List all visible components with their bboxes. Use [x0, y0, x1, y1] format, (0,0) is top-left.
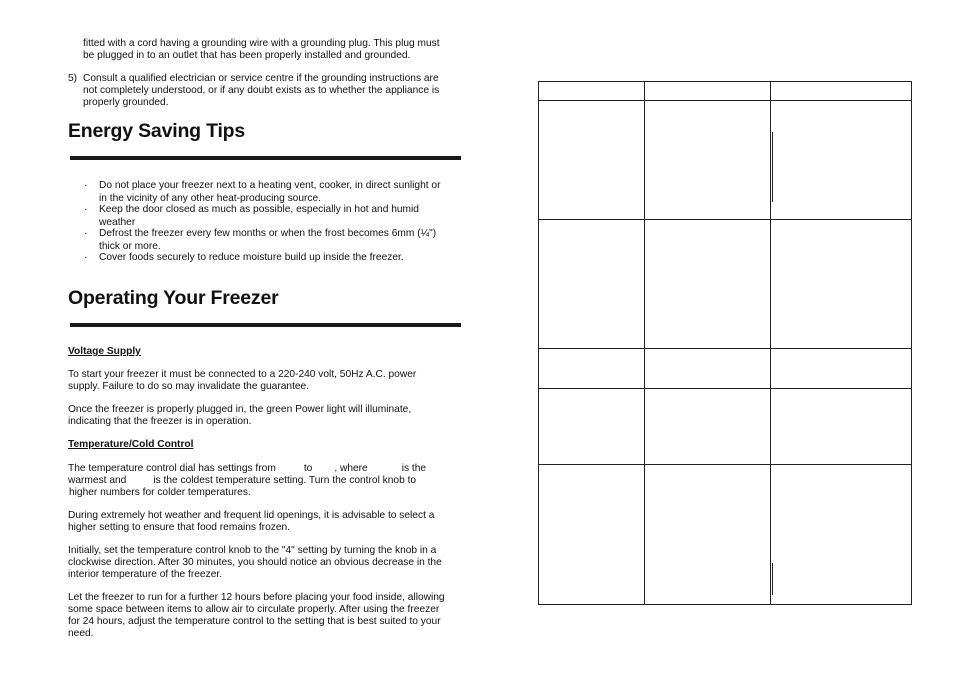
temp-p1-line2-part-b: is the coldest temperature setting. Turn the control knob to — [153, 475, 417, 486]
table-cell — [539, 82, 645, 101]
table-cell — [539, 220, 645, 349]
temp-p1-part-b: to — [303, 463, 313, 474]
table-cell — [645, 349, 771, 389]
table-row — [539, 389, 912, 465]
voltage-p2-line-1: Once the freezer is properly plugged in, the green Power light will illuminate, — [68, 404, 412, 415]
temp-p1-part-a: The temperature control dial has settings from — [68, 463, 276, 474]
table-cell — [539, 389, 645, 465]
table-cell — [645, 101, 771, 220]
temperature-subheading: Temperature/Cold Control — [68, 439, 194, 450]
table-mark — [772, 563, 773, 595]
table-row — [539, 101, 912, 220]
section-rule — [70, 323, 461, 327]
table-cell — [645, 82, 771, 101]
table-cell — [539, 465, 645, 605]
tip-line-1: Defrost the freezer every few months or when the frost becomes 6mm (¼") — [99, 228, 437, 239]
temp-p1-line2-part-a: warmest and — [68, 475, 127, 486]
table-cell — [771, 101, 912, 220]
table-cell — [539, 349, 645, 389]
energy-heading: Energy Saving Tips — [68, 120, 246, 142]
table-cell — [645, 465, 771, 605]
table-cell — [771, 389, 912, 465]
table-cell — [645, 389, 771, 465]
table-cell — [771, 349, 912, 389]
temp-p1-line-2 — [68, 475, 416, 488]
voltage-p1-line-1: To start your freezer it must be connected to a 220-240 volt, 50Hz A.C. power — [68, 369, 417, 380]
intro-line-1: fitted with a cord having a grounding wire with a grounding plug. This plug must — [83, 38, 440, 49]
temp-p1-line-3: higher numbers for colder temperatures. — [69, 487, 251, 498]
temp-p2-line-1: During extremely hot weather and frequent lid openings, it is advisable to select a — [68, 510, 435, 521]
intro-line-2: be plugged in to an outlet that has been properly installed and grounded. — [83, 50, 411, 61]
tip-line-2: in the vicinity of any other heat-producing source. — [99, 192, 321, 204]
bullet-icon: · — [84, 252, 88, 263]
temp-p3-line-1: Initially, set the temperature control knob to the "4" setting by turning the knob in a — [68, 545, 437, 556]
tip-line-2: thick or more. — [99, 240, 161, 252]
table-cell — [771, 465, 912, 605]
item5-line-3: properly grounded. — [83, 97, 169, 108]
table-cell — [645, 220, 771, 349]
table-cell — [771, 220, 912, 349]
tip-line-1: Cover foods securely to reduce moisture build up inside the freezer. — [99, 252, 404, 263]
table-row — [539, 220, 912, 349]
voltage-subheading: Voltage Supply — [68, 346, 141, 357]
section-rule — [70, 156, 461, 160]
voltage-p2-line-2: indicating that the freezer is in operation. — [68, 416, 252, 427]
table-cell — [771, 82, 912, 101]
item5-line-2: not completely understood, or if any doubt exists as to whether the appliance is — [83, 85, 440, 96]
operating-heading: Operating Your Freezer — [68, 287, 279, 309]
table-mark — [772, 132, 773, 202]
voltage-p1-line-2: supply. Failure to do so may invalidate the guarantee. — [68, 381, 310, 392]
temp-p1-part-d: is the — [401, 463, 427, 474]
tip-line-1: Do not place your freezer next to a heating vent, cooker, in direct sunlight or — [99, 180, 441, 191]
tip-line-1: Keep the door closed as much as possible, especially in hot and humid — [99, 204, 419, 215]
empty-table — [538, 81, 912, 605]
temp-p4-line-2: some space between items to allow air to circulate properly. After using the freezer — [68, 604, 440, 615]
temp-p1-line-1 — [68, 463, 426, 476]
table-row — [539, 349, 912, 389]
item-number: 5) — [68, 73, 78, 84]
temp-p4-line-1: Let the freezer to run for a further 12 hours before placing your food inside, allowing — [68, 592, 445, 603]
bullet-icon: · — [84, 228, 88, 239]
table-cell — [539, 101, 645, 220]
bullet-icon: · — [84, 180, 88, 191]
temp-p2-line-2: higher setting to ensure that food remains frozen. — [68, 522, 290, 533]
bullet-icon: · — [84, 204, 88, 215]
temp-p3-line-3: interior temperature of the freezer. — [68, 569, 223, 580]
temp-p4-line-4: need. — [68, 628, 94, 639]
tip-line-2: weather — [99, 216, 136, 228]
temp-p1-part-c: , where — [334, 463, 368, 474]
table-row — [539, 82, 912, 101]
table-row — [539, 465, 912, 605]
temp-p4-line-3: for 24 hours, adjust the temperature control to the setting that is best suited to your — [68, 616, 441, 627]
item5-line-1: Consult a qualified electrician or service centre if the grounding instructions are — [83, 73, 439, 84]
temp-p3-line-2: clockwise direction. After 30 minutes, you should notice an obvious decrease in the — [68, 557, 442, 568]
